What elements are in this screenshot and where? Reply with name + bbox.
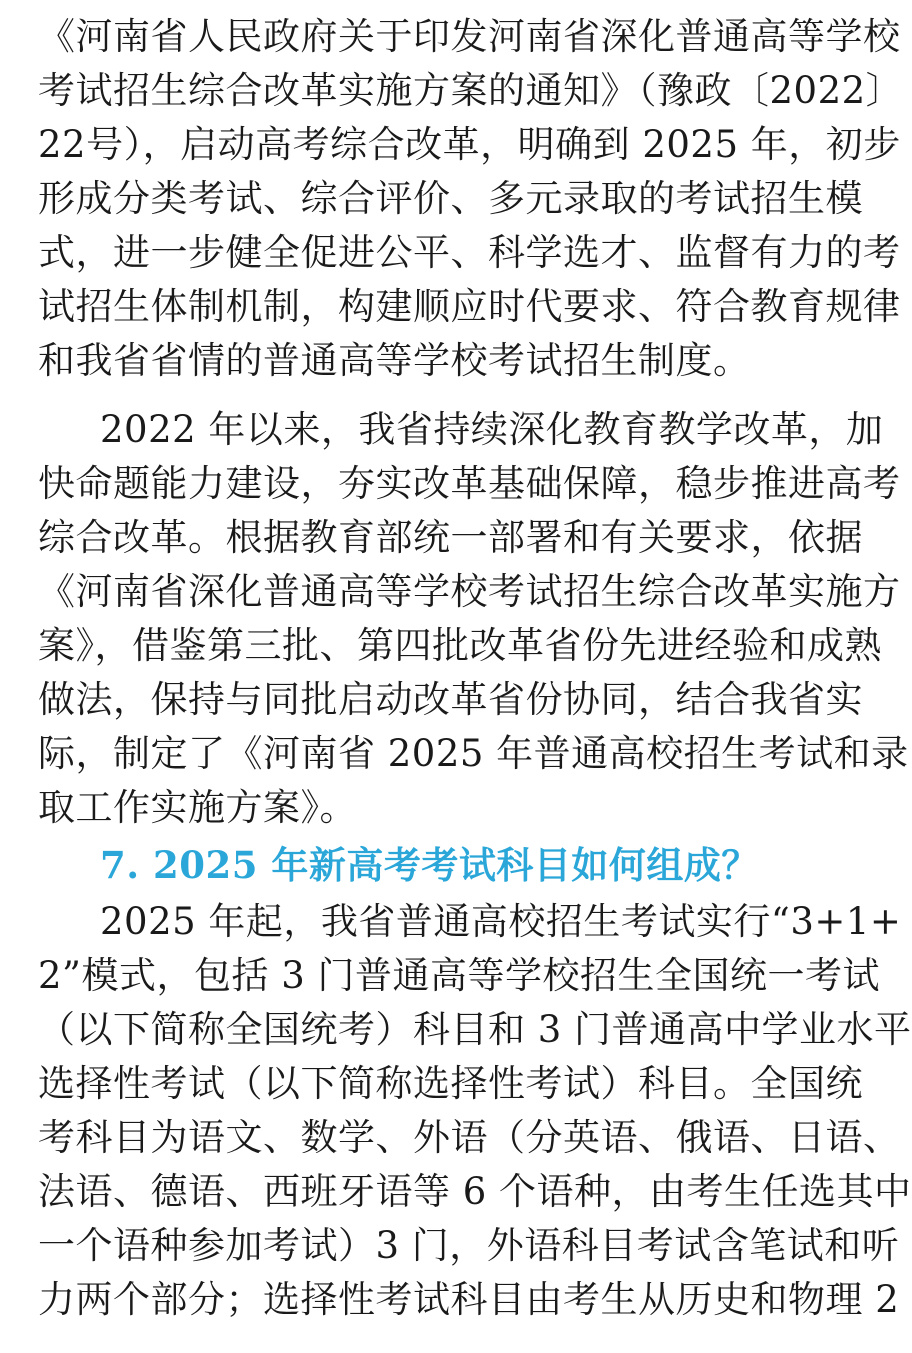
text-line: 试招生体制机制，构建顺应时代要求、符合教育规律	[38, 285, 901, 328]
text-line: 一个语种参加考试）3 门，外语科目考试含笔试和听	[38, 1224, 900, 1267]
text-line: 式，进一步健全促进公平、科学选才、监督有力的考	[38, 231, 901, 274]
text-line: 快命题能力建设，夯实改革基础保障，稳步推进高考	[38, 462, 901, 505]
text-line: （以下简称全国统考）科目和 3 门普通高中学业水平	[38, 1008, 912, 1051]
text-line: 选择性考试（以下简称选择性考试）科目。全国统	[38, 1062, 863, 1105]
text-line: 力两个部分；选择性考试科目由考生从历史和物理 2	[38, 1278, 900, 1321]
text-line: 取工作实施方案》。	[38, 786, 357, 829]
text-line: 考科目为语文、数学、外语（分英语、俄语、日语、	[38, 1116, 901, 1159]
text-line: 形成分类考试、综合评价、多元录取的考试招生模	[38, 177, 863, 220]
text-line: 《河南省人民政府关于印发河南省深化普通高等学校	[38, 15, 901, 58]
text-line: 做法，保持与同批启动改革省份协同，结合我省实	[38, 678, 863, 721]
text-line: 法语、德语、西班牙语等 6 个语种，由考生任选其中	[38, 1170, 912, 1213]
paragraph-start-line: 2022 年以来，我省持续深化教育教学改革，加	[100, 408, 884, 451]
text-line: 22号），启动高考综合改革，明确到 2025 年，初步	[38, 123, 901, 166]
paragraph-start-line: 2025 年起，我省普通高校招生考试实行“3+1+	[100, 900, 902, 943]
text-line: 2”模式，包括 3 门普通高等学校招生全国统一考试	[38, 954, 881, 997]
text-line: 际，制定了《河南省 2025 年普通高校招生考试和录	[38, 732, 909, 775]
section-heading: 7. 2025 年新高考考试科目如何组成？	[100, 843, 759, 887]
text-line: 《河南省深化普通高等学校考试招生综合改革实施方	[38, 570, 901, 613]
text-line: 考试招生综合改革实施方案的通知》（豫政〔2022〕	[38, 69, 904, 112]
text-line: 和我省省情的普通高等学校考试招生制度。	[38, 339, 751, 382]
text-line: 案》，借鉴第三批、第四批改革省份先进经验和成熟	[38, 624, 882, 667]
text-line: 综合改革。根据教育部统一部署和有关要求，依据	[38, 516, 863, 559]
